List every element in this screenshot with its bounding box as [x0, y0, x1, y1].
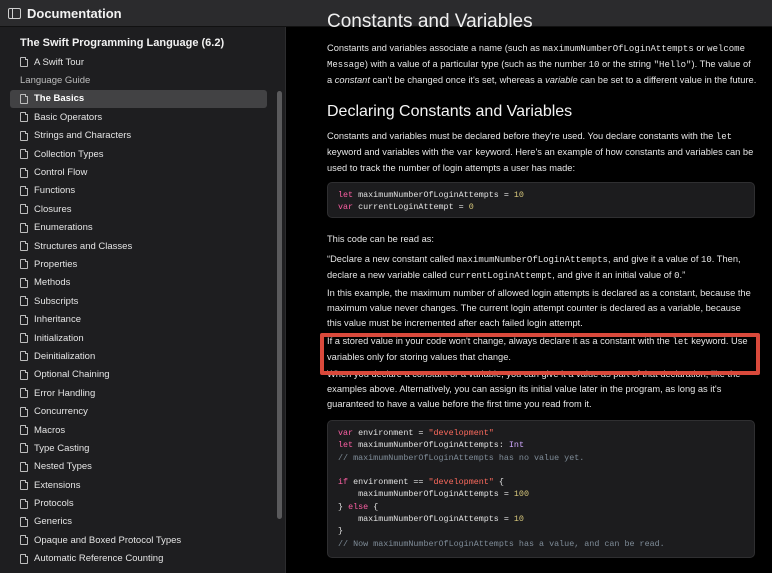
- sidebar-item[interactable]: [10, 274, 267, 292]
- sidebar-item-label: Optional Chaining: [34, 369, 110, 381]
- partial-heading: Constants and Variables: [327, 11, 533, 32]
- sidebar-item-label: Inheritance: [34, 314, 82, 326]
- sidebar-item-label: Type Casting: [34, 442, 90, 454]
- sidebar-item[interactable]: [10, 219, 267, 237]
- sidebar-item-label: The Basics: [34, 93, 85, 105]
- sidebar-item[interactable]: [10, 90, 267, 108]
- page-icon: [20, 351, 28, 361]
- page-icon: [20, 278, 28, 288]
- when-paragraph: When you declare a constant or a variable, you can give it a value as part of that declaration, like the examples above. Alternatively, you can assign its initial value later in the program, as long as it's guaranteed to have a value before the first time you read from it.: [327, 369, 741, 410]
- code-line: if environment == "development" {: [338, 477, 504, 488]
- page-icon: [20, 186, 28, 196]
- sidebar-item[interactable]: [10, 421, 267, 439]
- sidebar-item-label: Protocols: [34, 498, 74, 510]
- sidebar-item[interactable]: [10, 366, 267, 384]
- section-heading: Declaring Constants and Variables: [327, 103, 573, 120]
- sidebar-item[interactable]: [10, 458, 267, 476]
- sidebar-item-label: Strings and Characters: [34, 130, 132, 142]
- code-line: var environment = "development": [338, 428, 494, 438]
- sidebar-item-label: Nested Types: [34, 461, 92, 473]
- sidebar-item-label: Basic Operators: [34, 111, 103, 123]
- page-icon: [20, 112, 28, 122]
- sidebar-item[interactable]: [10, 310, 267, 328]
- code-line: maximumNumberOfLoginAttempts = 100: [338, 489, 529, 500]
- sidebar-item-label: Concurrency: [34, 406, 88, 418]
- page-icon: [20, 296, 28, 306]
- page-icon: [20, 259, 28, 269]
- page-icon: [20, 425, 28, 435]
- book-title[interactable]: The Swift Programming Language (6.2): [20, 37, 225, 49]
- page-icon: [20, 443, 28, 453]
- sidebar-item[interactable]: [10, 200, 267, 218]
- code-line: }: [338, 526, 344, 537]
- sidebar: [0, 27, 286, 573]
- sidebar-item-label: Generics: [34, 516, 73, 528]
- sidebar-item-label: A Swift Tour: [34, 56, 84, 68]
- quote-paragraph: “Declare a new constant called maximumNumberOfLoginAttempts, and give it a value of 10. Then, declare a new variable called currentLoginAttempt, and give it an initial value of 0.”: [327, 254, 741, 282]
- sidebar-item[interactable]: [10, 108, 267, 126]
- code-line: var currentLoginAttempt = 0: [338, 202, 474, 213]
- sidebar-item[interactable]: [10, 494, 267, 512]
- page-icon: [20, 407, 28, 417]
- page-icon: [20, 480, 28, 490]
- page-icon: [20, 370, 28, 380]
- sidebar-scrollbar[interactable]: [277, 91, 282, 519]
- declare-paragraph: Constants and variables must be declared before they're used. You declare constants with the let keyword and variables with the var keyword. Here's an example of how constants and variables can be used to track the number of login attempts a user has made:: [327, 131, 754, 174]
- sidebar-item-label: Initialization: [34, 332, 84, 344]
- sidebar-item[interactable]: [10, 53, 267, 71]
- code-block-2[interactable]: [327, 420, 755, 558]
- sidebar-item[interactable]: [10, 384, 267, 402]
- code-line: let maximumNumberOfLoginAttempts = 10: [338, 190, 524, 200]
- page-icon: [20, 149, 28, 159]
- code-comment: // maximumNumberOfLoginAttempts has no value yet.: [338, 452, 585, 463]
- sidebar-item[interactable]: [10, 127, 267, 145]
- page-icon: [20, 388, 28, 398]
- sidebar-item-label: Collection Types: [34, 148, 104, 160]
- sidebar-item[interactable]: [10, 439, 267, 457]
- code-block-1[interactable]: [327, 182, 755, 218]
- sidebar-item[interactable]: [10, 163, 267, 181]
- sidebar-item-label: Opaque and Boxed Protocol Types: [34, 534, 182, 546]
- page-icon: [20, 168, 28, 178]
- sidebar-item-label: Automatic Reference Counting: [34, 553, 164, 565]
- page-icon: [20, 223, 28, 233]
- page-icon: [20, 499, 28, 509]
- sidebar-item-label: Closures: [34, 203, 72, 215]
- read-as-text: This code can be read as:: [327, 234, 434, 244]
- code-line: maximumNumberOfLoginAttempts = 10: [338, 514, 524, 525]
- page-icon: [20, 204, 28, 214]
- sidebar-item[interactable]: [10, 550, 267, 568]
- code-line: } else {: [338, 501, 379, 512]
- sidebar-item[interactable]: [10, 329, 267, 347]
- sidebar-item[interactable]: [10, 237, 267, 255]
- code-comment: // Now maximumNumberOfLoginAttempts has a value, and can be read.: [338, 538, 665, 549]
- sidebar-section-header: [10, 71, 267, 89]
- page-icon: [20, 554, 28, 564]
- sidebar-item-label: Language Guide: [20, 75, 91, 87]
- example-paragraph: In this example, the maximum number of allowed login attempts is declared as a constant, because the maximum value never changes. The current login attempt counter is declared as a variable, because this value must be incremented after each failed login attempt.: [327, 288, 751, 329]
- page-icon: [20, 535, 28, 545]
- page-icon: [20, 94, 28, 104]
- page-icon: [20, 241, 28, 251]
- sidebar-item[interactable]: [10, 292, 267, 310]
- sidebar-item-label: Extensions: [34, 479, 81, 491]
- page-icon: [20, 517, 28, 527]
- sidebar-item[interactable]: [10, 513, 267, 531]
- sidebar-item[interactable]: [10, 531, 267, 549]
- page-icon: [20, 57, 28, 67]
- window-title: Documentation: [27, 5, 122, 21]
- sidebar-item-label: Macros: [34, 424, 66, 436]
- sidebar-item-label: Enumerations: [34, 222, 93, 234]
- sidebar-item[interactable]: [10, 182, 267, 200]
- intro-paragraph: Constants and variables associate a name (such as maximumNumberOfLoginAttempts or welcome Message) with a value of a particular type (such as the number 10 or the string "Hello"). The value of a constant can't be changed once it's set, whereas a variable can be set to a different value in the future.: [327, 43, 757, 86]
- code-line: let maximumNumberOfLoginAttempts: Int: [338, 440, 524, 451]
- sidebar-item-label: Structures and Classes: [34, 240, 133, 252]
- sidebar-item[interactable]: [10, 476, 267, 494]
- page-icon: [20, 315, 28, 325]
- sidebar-list: [10, 53, 267, 568]
- sidebar-item[interactable]: [10, 347, 267, 365]
- sidebar-toggle-icon[interactable]: [8, 8, 21, 19]
- sidebar-item[interactable]: [10, 402, 267, 420]
- tip-paragraph: If a stored value in your code won't change, always declare it as a constant with the let keyword. Use variables only for storing values that change.: [327, 336, 748, 363]
- sidebar-item-label: Error Handling: [34, 387, 96, 399]
- sidebar-item-label: Methods: [34, 277, 71, 289]
- sidebar-item-label: Subscripts: [34, 295, 79, 307]
- sidebar-item[interactable]: [10, 145, 267, 163]
- page-icon: [20, 131, 28, 141]
- sidebar-item-label: Functions: [34, 185, 76, 197]
- main-content: [286, 11, 772, 573]
- page-icon: [20, 462, 28, 472]
- sidebar-item-label: Control Flow: [34, 167, 88, 179]
- sidebar-item-label: Properties: [34, 258, 78, 270]
- sidebar-item-label: Deinitialization: [34, 350, 96, 362]
- page-icon: [20, 333, 28, 343]
- sidebar-item[interactable]: [10, 255, 267, 273]
